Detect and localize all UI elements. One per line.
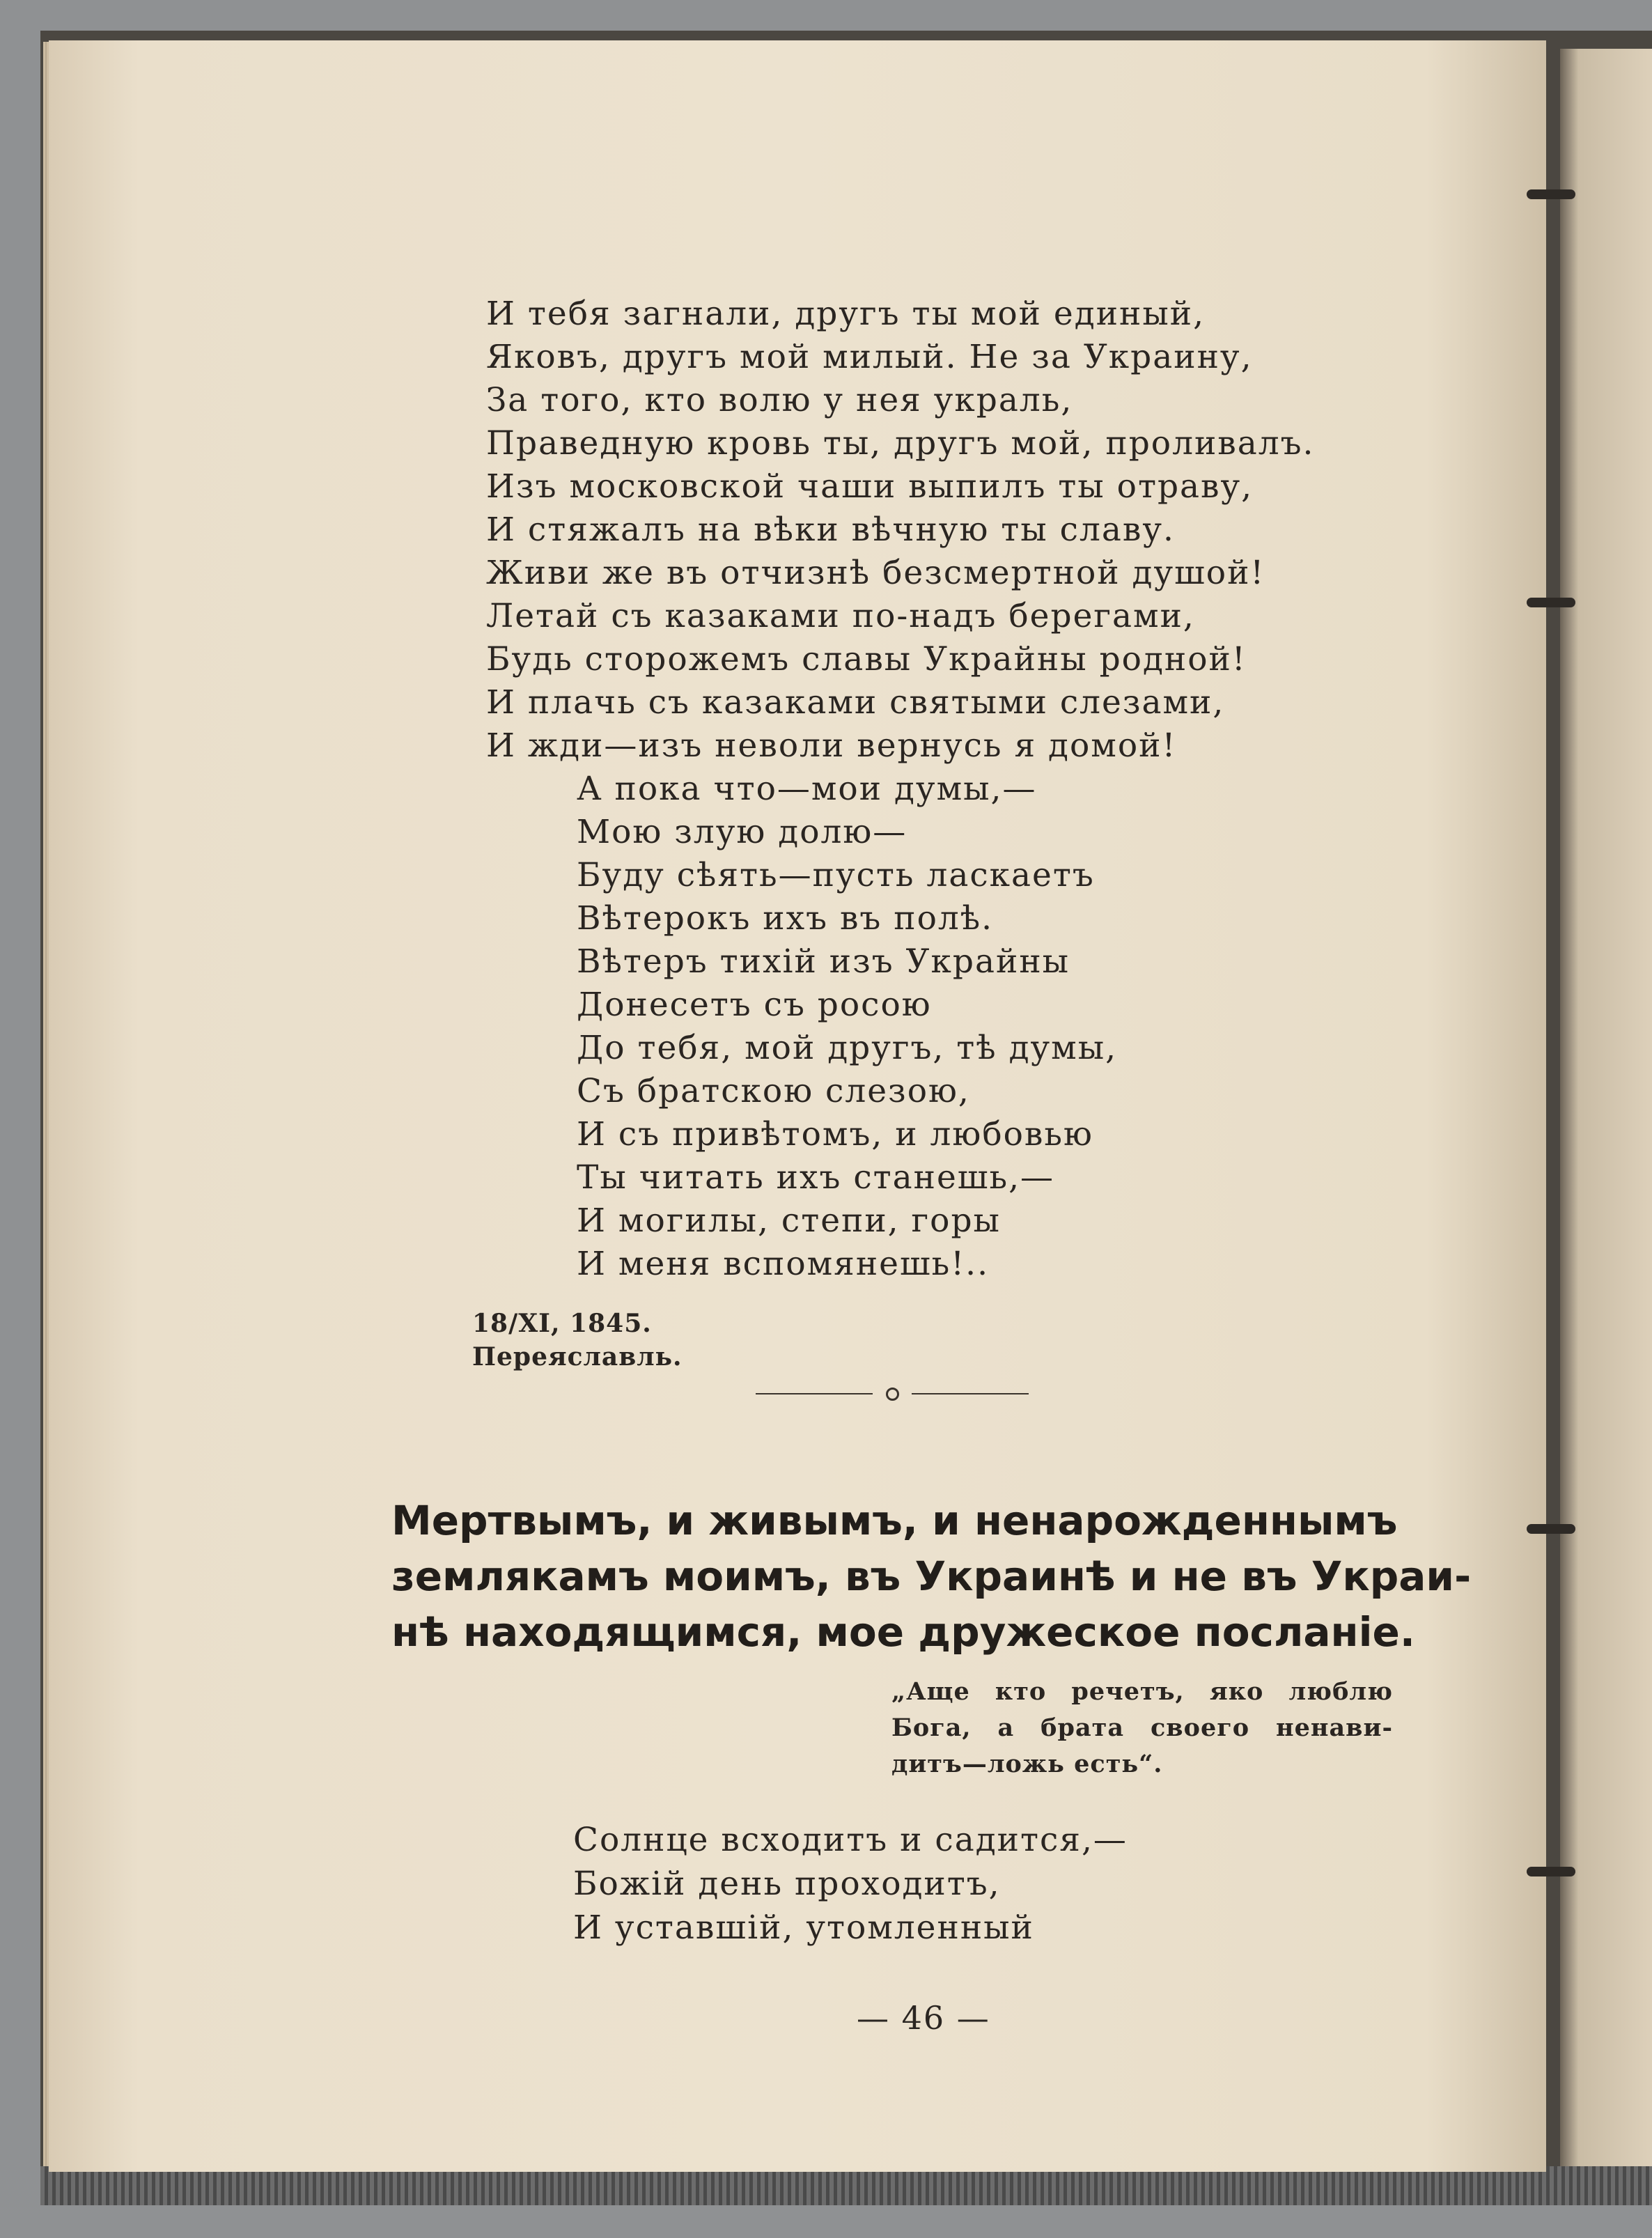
book-page — [49, 40, 1546, 2172]
separator-rule — [756, 1393, 873, 1394]
verse-line: Праведную кровь ты, другъ мой, проливалъ. — [486, 424, 1315, 463]
verse-line: За того, кто волю у нея украль, — [486, 381, 1073, 419]
verse-line: И стяжалъ на вѣки вѣчную ты славу. — [486, 511, 1175, 549]
verse-line: Божій день проходитъ, — [573, 1865, 1001, 1903]
verse-line: Съ братскою слезою, — [577, 1072, 970, 1110]
verse-line: И тебя загнали, другъ ты мой единый, — [486, 295, 1206, 333]
binding-stitch — [1527, 598, 1575, 607]
poem-place: Переяславль. — [472, 1342, 683, 1371]
separator-rule — [912, 1393, 1029, 1394]
facing-page-edge — [1560, 49, 1652, 2173]
poem-title-line: землякамъ моимъ, въ Украинѣ и не въ Украи- — [391, 1553, 1472, 1600]
verse-line: Донесетъ съ росою — [577, 986, 932, 1024]
poem-date: 18/XI, 1845. — [472, 1309, 652, 1338]
epigraph — [891, 1674, 1393, 1782]
verse-line: И плачь съ казаками святыми слезами, — [486, 683, 1225, 722]
verse-line: А пока что—мои думы,— — [577, 770, 1037, 808]
poem-beginning — [573, 1818, 1128, 1950]
poem-title-line: нѣ находящимся, мое дружеское посланіе. — [391, 1608, 1415, 1656]
binding-stitch — [1527, 1867, 1575, 1876]
separator-ornament — [886, 1388, 899, 1401]
verse-line: И меня вспомянешь!.. — [577, 1245, 990, 1283]
binding-stitch — [1527, 189, 1575, 199]
verse-line: Будь сторожемъ славы Украйны родной! — [486, 640, 1247, 678]
verse-line: И могилы, степи, горы — [577, 1202, 1001, 1240]
epigraph-line: Бога, а брата своего ненави- — [891, 1714, 1393, 1742]
section-separator — [756, 1383, 1029, 1404]
verse-line: До тебя, мой другъ, тѣ думы, — [577, 1029, 1118, 1067]
verse-line: Солнце всходитъ и садится,— — [573, 1821, 1128, 1859]
cover-edge — [40, 2166, 1652, 2205]
poem-title-line: Мертвымъ, и живымъ, и ненарожденнымъ — [391, 1497, 1398, 1544]
verse-line: Вѣтеръ тихій изъ Украйны — [577, 942, 1070, 981]
verse-line: Вѣтерокъ ихъ въ полѣ. — [577, 899, 994, 938]
verse-line: Ты читать ихъ станешь,— — [577, 1158, 1055, 1197]
poem-signature — [472, 1307, 683, 1374]
poem-title — [391, 1493, 1472, 1660]
epigraph-line: „Аще кто речетъ, яко люблю — [891, 1677, 1393, 1706]
binding-stitch — [1527, 1524, 1575, 1534]
verse-line: Яковъ, другъ мой милый. Не за Украину, — [486, 338, 1253, 376]
verse-line: Летай съ казаками по-надъ берегами, — [486, 597, 1195, 635]
page-number: — 46 — — [857, 1999, 990, 2037]
verse-line: И уставшій, утомленный — [573, 1909, 1034, 1947]
verse-line: И жди—изъ неволи вернусь я домой! — [486, 726, 1177, 765]
verse-line: Мою злую долю— — [577, 813, 907, 851]
verse-line: И съ привѣтомъ, и любовью — [577, 1115, 1093, 1153]
verse-line: Изъ московской чаши выпилъ ты отраву, — [486, 467, 1254, 506]
epigraph-line: дитъ—ложь есть“. — [891, 1750, 1163, 1778]
poem-ending — [486, 293, 1314, 1286]
verse-line: Буду сѣять—пусть ласкаетъ — [577, 856, 1095, 894]
verse-line: Живи же въ отчизнѣ безсмертной душой! — [486, 554, 1265, 592]
